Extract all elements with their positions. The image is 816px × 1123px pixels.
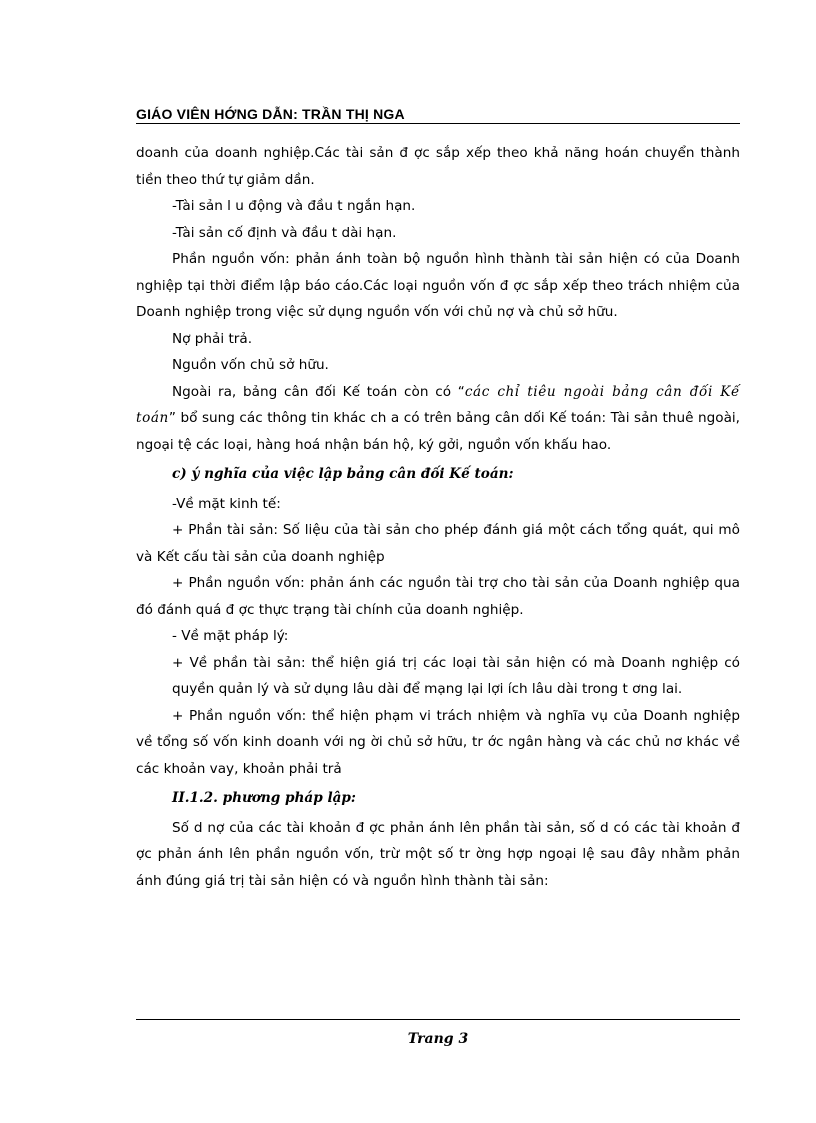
page-number: Trang 3 <box>407 1031 469 1047</box>
document-body <box>136 140 740 894</box>
footer-divider <box>136 1019 740 1020</box>
paragraph: + Phần nguồn vốn: phản ánh các nguồn tài trợ cho tài sản của Doanh nghiệp qua đó đánh quá đ ợc thực trạng tài chính của doanh nghiệp. <box>136 575 740 618</box>
page-header: GIÁO VIÊN HỚNG DẪN: TRẦN THỊ NGA <box>136 106 740 124</box>
paragraph: + Phần tài sản: Số liệu của tài sản cho phép đánh giá một cách tổng quát, qui mô và Kết cấu tài sản của doanh nghiệp <box>136 522 740 565</box>
list-item: Nợ phải trả. <box>172 330 253 347</box>
paragraph: -Về mặt kinh tế: <box>172 495 281 512</box>
paragraph-text: Ngoài ra, bảng cân đối Kế toán còn có “ <box>172 383 465 400</box>
paragraph: Số d nợ của các tài khoản đ ợc phản ánh lên phần tài sản, số d có các tài khoản đ ợc phản ánh lên phần nguồn vốn, trừ một số tr ờng hợp ngoại lệ sau đây nhằm phản ánh đúng giá trị tài sản hiện có và nguồn hình thành tài sản: <box>136 819 740 889</box>
list-item: Nguồn vốn chủ sở hữu. <box>172 357 329 373</box>
section-heading: c) ý nghĩa của việc lập bảng cân đối Kế toán: <box>172 466 514 482</box>
paragraph: + Về phần tài sản: thể hiện giá trị các loại tài sản hiện có mà Doanh nghiệp có quyền quản lý và sử dụng lâu dài để mạng lại lợi ích lâu dài trong t ơng lai. <box>172 654 740 697</box>
list-item: -Tài sản cố định và đầu t dài hạn. <box>172 224 397 241</box>
paragraph <box>136 379 740 459</box>
paragraph: + Phần nguồn vốn: thể hiện phạm vi trách nhiệm và nghĩa vụ của Doanh nghiệp về tổng số vốn kinh doanh với ng ời chủ sở hữu, tr ớc ngân hàng và các chủ nơ khác về các khoản vay, khoản phải trả <box>136 707 740 777</box>
paragraph-text: ” bổ sung các thông tin khác ch a có trên bảng cân dối Kế toán: Tài sản thuê ngoài, ngoại tệ các loại, hàng hoá nhận bán hộ, ký gởi, nguồn vốn khấu hao. <box>136 410 740 453</box>
list-item: -Tài sản l u động và đầu t ngắn hạn. <box>172 198 416 214</box>
paragraph: doanh của doanh nghiệp.Các tài sản đ ợc sắp xếp theo khả năng hoán chuyển thành tiền theo thứ tự giảm dần. <box>136 145 740 188</box>
italic-quote: các chỉ tiêu ngoài bảng cân đối Kế toán <box>136 383 740 426</box>
section-heading: II.1.2. phương pháp lập: <box>172 790 356 806</box>
paragraph: Phần nguồn vốn: phản ánh toàn bộ nguồn hình thành tài sản hiện có của Doanh nghiệp tại thời điểm lập báo cáo.Các loại nguồn vốn đ ợc sắp xếp theo trách nhiệm của Doanh nghiệp trong việc sử dụng nguồn vốn với chủ nợ và chủ sở hữu. <box>136 251 740 320</box>
paragraph: - Về mặt pháp lý: <box>172 628 289 644</box>
